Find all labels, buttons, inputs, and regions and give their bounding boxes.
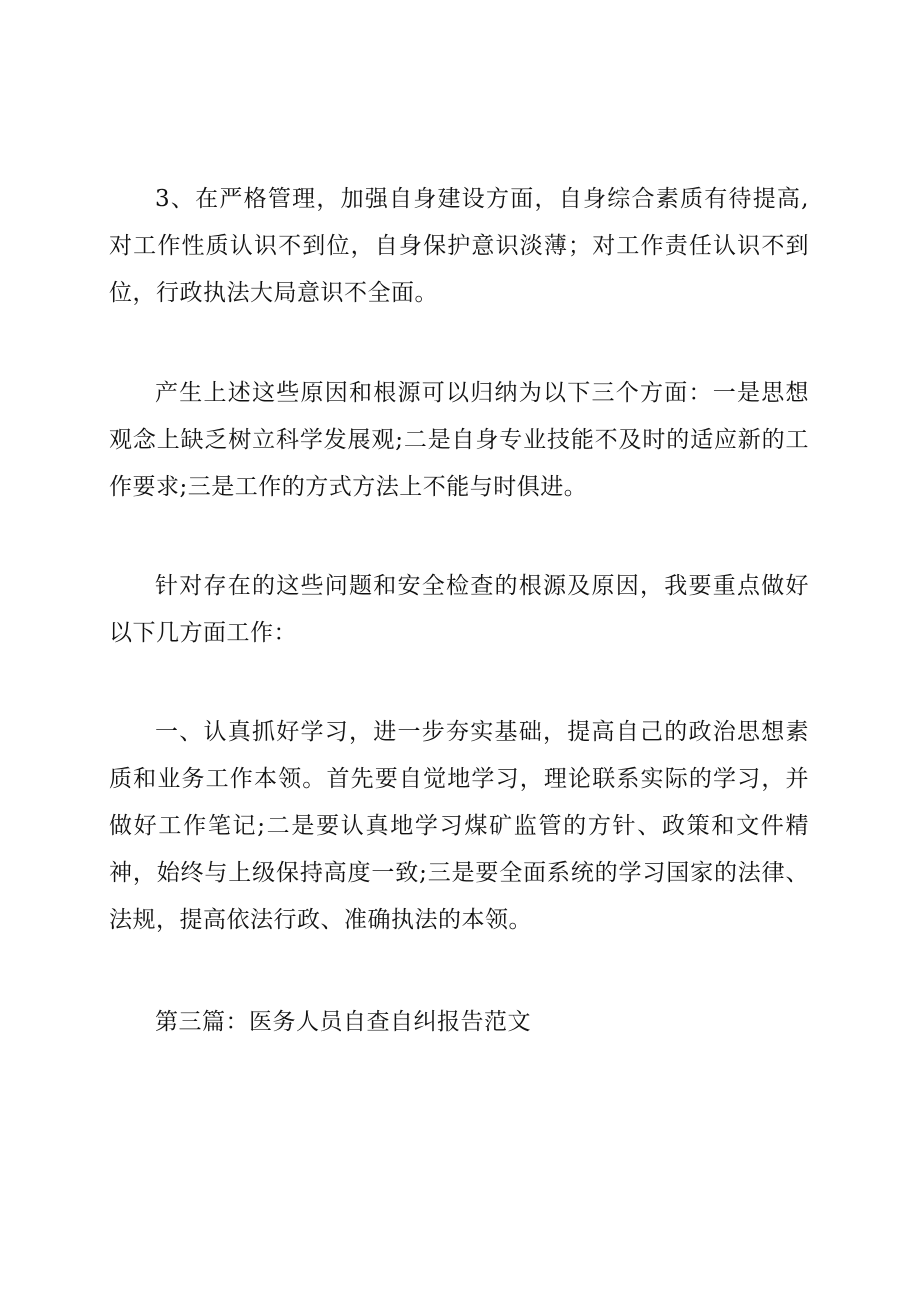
paragraph-management-self-building: 3、在严格管理，加强自身建设方面，自身综合素质有待提高,对工作性质认识不到位，自身保护意识淡薄；对工作责任认识不到位，行政执法大局意识不全面。 bbox=[109, 186, 809, 306]
section-heading: 第三篇：医务人员自查自纠报告范文 bbox=[155, 1009, 531, 1035]
paragraph-work-focus-intro: 针对存在的这些问题和安全检查的根源及原因，我要重点做好以下几方面工作： bbox=[109, 573, 809, 646]
paragraph-study-measures: 一、认真抓好学习，进一步夯实基础，提高自己的政治思想素质和业务工作本领。首先要自觉地学习，理论联系实际的学习，并做好工作笔记;二是要认真地学习煤矿监管的方针、政策和文件精神，始终与上级保持高度一致;三是要全面系统的学习国家的法律、法规，提高依法行政、准确执法的本领。 bbox=[109, 719, 809, 933]
paragraph-root-causes: 产生上述这些原因和根源可以归纳为以下三个方面：一是思想观念上缺乏树立科学发展观;二是自身专业技能不及时的适应新的工作要求;三是工作的方式方法上不能与时俱进。 bbox=[109, 380, 809, 500]
